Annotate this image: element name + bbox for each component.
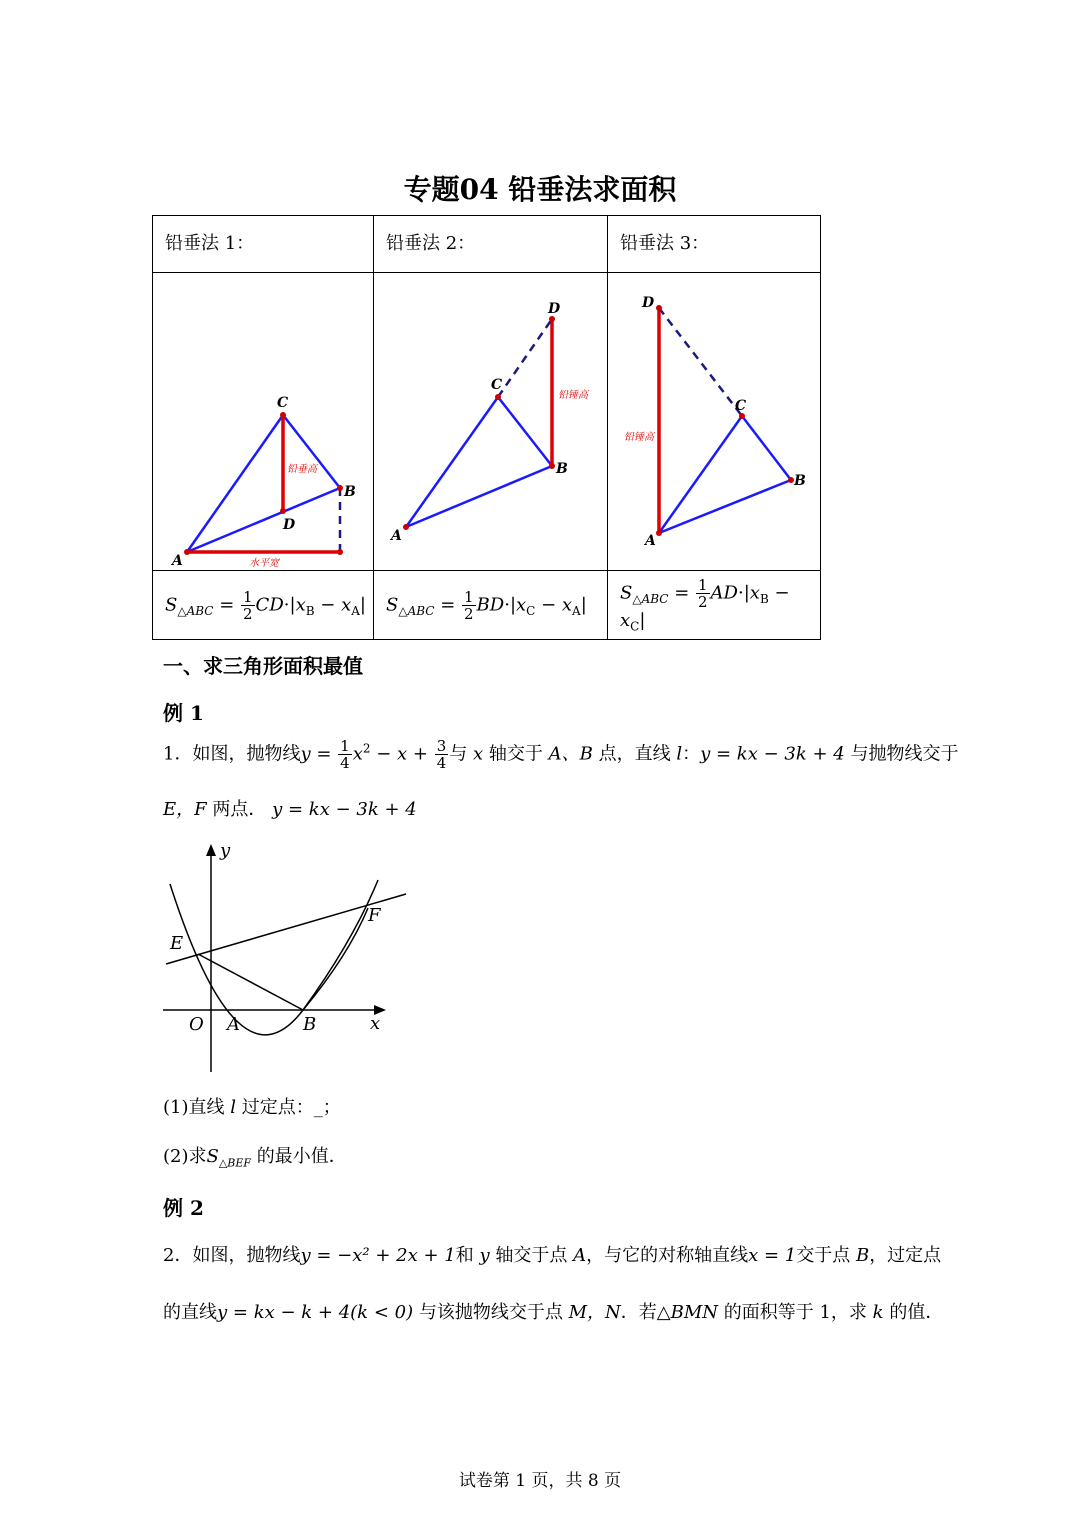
triangle-diagram-2 (374, 273, 607, 570)
label-A: A (645, 533, 656, 549)
axis-x-label: x (370, 1013, 381, 1034)
vertical-height-label: 铅垂高 (287, 464, 317, 475)
point-E-label: E (170, 933, 184, 954)
point-B-label: B (303, 1014, 317, 1035)
example-1-question-2: (2)求$S_{\triangle BEF}$ 的最小值． (163, 1146, 347, 1170)
point-F-label: F (368, 905, 381, 926)
figure-method-3 (608, 273, 821, 571)
axis-y-label: y (220, 840, 231, 861)
methods-table (152, 215, 821, 640)
parabola-graph (158, 836, 418, 1076)
figure-method-1 (153, 273, 374, 571)
example-1-question-1: (1)直线 l 过定点：_； (163, 1097, 341, 1118)
label-B: B (344, 484, 356, 500)
formula-method-2: $S_{\triangle ABC}$ = $\frac{1}{2}$ $BD\cdot|x_C - x_A|$ (374, 571, 608, 640)
example-2-heading: 例 2 (163, 1196, 204, 1220)
figure-method-2 (374, 273, 608, 571)
horizontal-width-label: 水平宽 (249, 558, 279, 569)
label-B: B (556, 461, 568, 477)
example-1-heading: 例 1 (163, 701, 204, 725)
label-C: C (735, 398, 747, 414)
label-C: C (491, 377, 503, 393)
origin-label: O (189, 1014, 204, 1035)
triangle-diagram-1 (153, 273, 373, 570)
header-method-1: 铅垂法 1： (153, 216, 374, 273)
label-D: D (548, 301, 561, 317)
example-2-line-2: 的直线y = kx − k + 4(k < 0) 与该抛物线交于点 M，N．若△BMN 的面积等于 1，求 k 的值． (163, 1302, 944, 1323)
label-D: D (283, 517, 296, 533)
label-B: B (794, 473, 806, 489)
formula-method-1: $S_{\triangle ABC}$ = $\frac{1}{2}$ $CD\cdot|x_B - x_A|$ (153, 571, 374, 640)
label-A: A (391, 528, 402, 544)
label-C: C (277, 395, 289, 411)
point-A-label: A (227, 1014, 240, 1035)
page-title: 专题04 铅垂法求面积 (403, 173, 677, 206)
example-2-line-1: 2．如图，抛物线y = −x² + 2x + 1和 y 轴交于点 A，与它的对称轴直线x = 1交于点 B，过定点 (163, 1245, 942, 1266)
label-A: A (172, 553, 183, 569)
label-D: D (642, 295, 655, 311)
header-method-3: 铅垂法 3： (608, 216, 821, 273)
vertical-height-label: 铅锤高 (624, 432, 654, 443)
formula-method-3: $S_{\triangle ABC}$ = $\frac{1}{2}$ $AD\cdot|x_B - x_C|$ (608, 571, 821, 640)
triangle-diagram-3 (608, 273, 820, 570)
page-footer: 试卷第 1 页，共 8 页 (458, 1471, 622, 1491)
section-heading: 一、求三角形面积最值 (163, 654, 363, 678)
vertical-height-label: 铅锤高 (558, 390, 588, 401)
example-1-line-2: E，F 两点． y = kx − 3k + 4 (163, 799, 417, 820)
example-1-line-1: 1．如图，抛物线y = $\frac{1}{4}$ $x^2 - x$ + $\frac{3}{4}$ 与 x 轴交于 A、B 点，直线 l：y = kx − 3k + 4 与抛物线交于 (163, 737, 959, 772)
header-method-2: 铅垂法 2： (374, 216, 608, 273)
